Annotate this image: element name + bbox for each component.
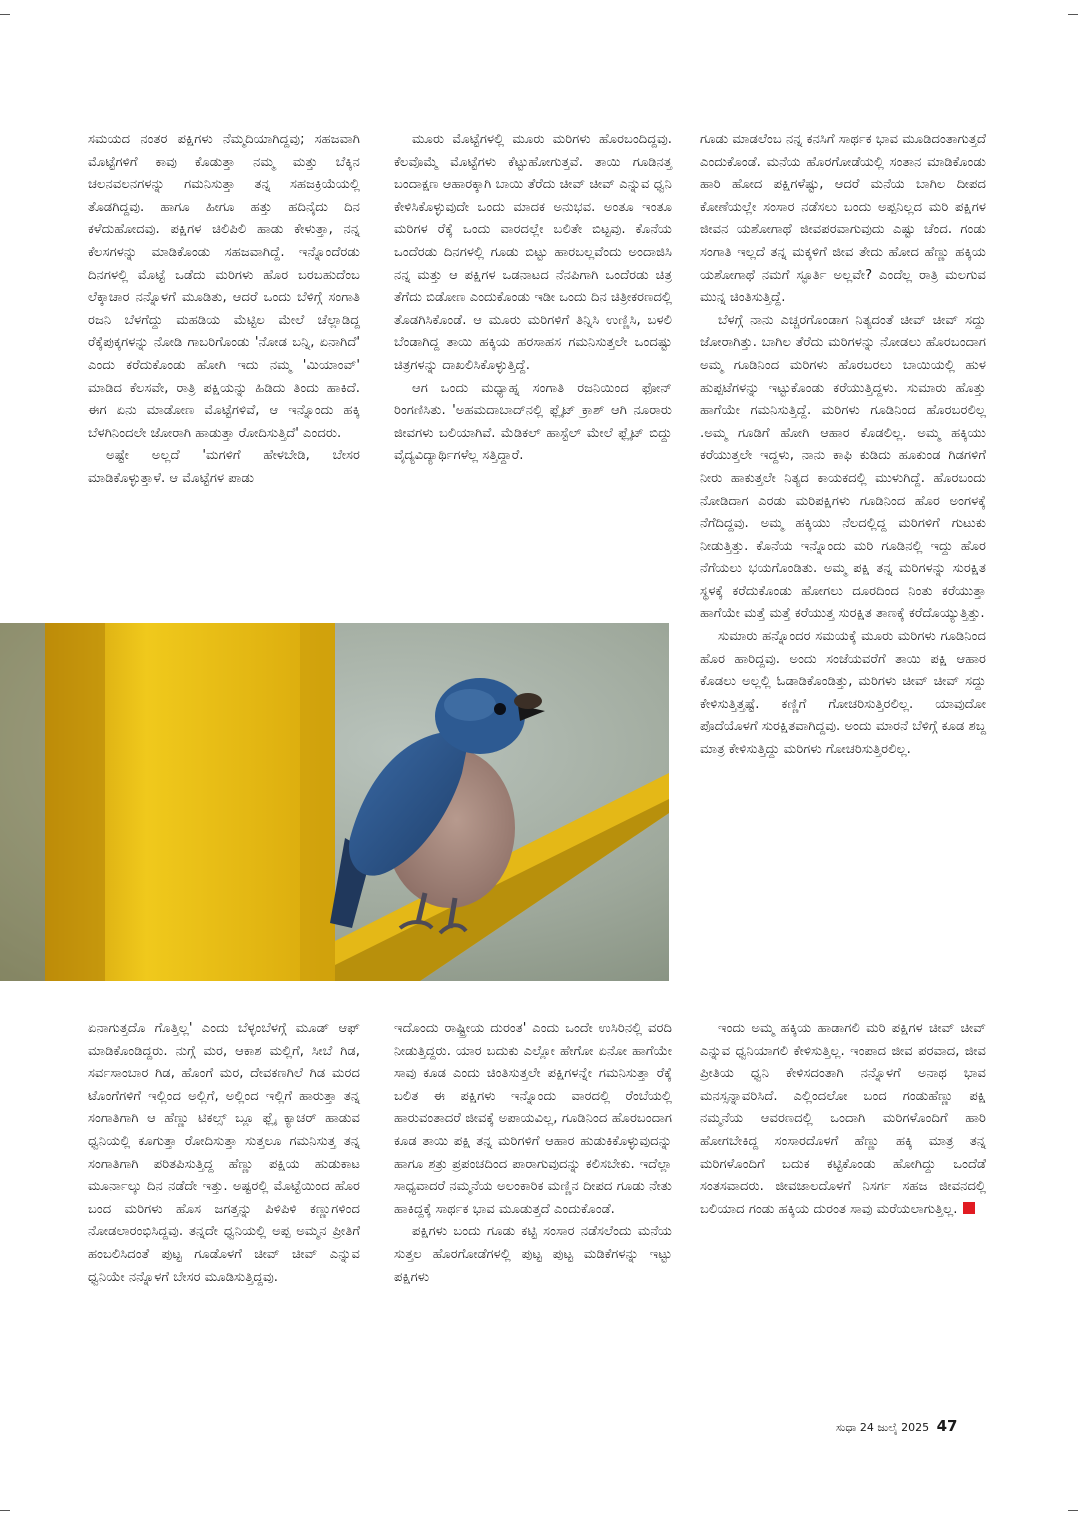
paragraph — [700, 1018, 986, 1221]
crop-mark — [0, 1510, 10, 1511]
paragraph: ಆಗ ಒಂದು ಮಧ್ಯಾಹ್ನ ಸಂಗಾತಿ ರಜನಿಯಿಂದ ಫೋನ್ ರಿಂಗಣಿಸಿತು. 'ಅಹಮದಾಬಾದ್‌ನಲ್ಲಿ ಫ್ಲೈಟ್ ಕ್ರಾಶ್ ಆಗಿ ನೂರಾರು ಜೀವಗಳು ಬಲಿಯಾಗಿವೆ. ಮೆಡಿಕಲ್ ಹಾಸ್ಟೆಲ್ ಮೇಲೆ ಫ್ಲೈಟ್ ಬಿದ್ದು ವೈದ್ಯವಿದ್ಯಾರ್ಥಿಗಳೆಲ್ಲ ಸತ್ತಿದ್ದಾರೆ. — [394, 380, 672, 464]
crop-mark — [0, 14, 10, 15]
closing-text: ಇಂದು ಅಮ್ಮ ಹಕ್ಕಿಯ ಹಾಡಾಗಲಿ ಮರಿ ಪಕ್ಷಿಗಳ ಚೀವ್ ಚೀವ್ ಎನ್ನುವ ಧ್ವನಿಯಾಗಲಿ ಕೇಳಿಸುತ್ತಿಲ್ಲ. ಇಂಪಾದ ಜೀವ ಪರವಾದ, ಜೀವ ಪ್ರೀತಿಯ ಧ್ವನಿ ಕೇಳಿಸದಂತಾಗಿ ನನ್ನೊಳಗೆ ಅನಾಥ ಭಾವ ಮನಸ್ಸನ್ನಾವರಿಸಿದೆ. ಎಲ್ಲಿಂದಲೋ ಬಂದ ಗಂಡುಹೆಣ್ಣು ಪಕ್ಷಿ ನಮ್ಮನೆಯ ಆವರಣದಲ್ಲಿ ಒಂದಾಗಿ ಮರಿಗಳೊಂದಿಗೆ ಹಾರಿ ಹೋಗಬೇಕಿದ್ದ ಸಂಸಾರದೊಳಗೆ ಹೆಣ್ಣು ಹಕ್ಕಿ ಮಾತ್ರ ತನ್ನ ಮರಿಗಳೊಂದಿಗೆ ಬದುಕ ಕಟ್ಟಿಕೊಂಡು ಹೋಗಿದ್ದು ಒಂದೆಡೆ ಸಂತಸವಾದರು. ಜೀವಜಾಲದೊಳಗೆ ನಿಸರ್ಗ ಸಹಜ ಜೀವನದಲ್ಲಿ ಬಲಿಯಾದ ಗಂಡು ಹಕ್ಕಿಯ ದುರಂತ ಸಾವು ಮರೆಯಲಾಗುತ್ತಿಲ್ಲ. — [700, 1021, 986, 1217]
article-column-3-bottom — [700, 1018, 986, 1221]
article-column-3-top — [700, 129, 986, 762]
article-column-2-top — [394, 129, 672, 468]
article-column-1-top — [88, 129, 360, 491]
magazine-name: ಸುಧಾ — [836, 1421, 857, 1434]
page-number: 47 — [936, 1417, 958, 1435]
crop-mark — [1068, 1510, 1078, 1511]
end-of-article-icon — [963, 1202, 975, 1214]
bird-eye — [494, 703, 506, 715]
paragraph: ಸಮಯದ ನಂತರ ಪಕ್ಷಿಗಳು ನೆಮ್ಮದಿಯಾಗಿದ್ದವು; ಸಹಜವಾಗಿ ಮೊಟ್ಟೆಗಳಿಗೆ ಕಾವು ಕೊಡುತ್ತಾ ನಮ್ಮ ಮತ್ತು ಬೆಕ್ಕಿನ ಚಲನವಲನಗಳನ್ನು ಗಮನಿಸುತ್ತಾ ತನ್ನ ಸಹಜಕ್ರಿಯೆಯಲ್ಲಿ ತೊಡಗಿದ್ದವು. ಹಾಗೂ ಹೀಗೂ ಹತ್ತು ಹದಿನೈದು ದಿನ ಕಳೆದುಹೋದವು. ಪಕ್ಷಿಗಳ ಚಿಲಿಪಿಲಿ ಹಾಡು ಕೇಳುತ್ತಾ, ನನ್ನ ಕೆಲಸಗಳನ್ನು ಮಾಡಿಕೊಂಡು ಸಹಜವಾಗಿದ್ದೆ. ಇನ್ನೊಂದೆರಡು ದಿನಗಳಲ್ಲಿ ಮೊಟ್ಟೆ ಒಡೆದು ಮರಿಗಳು ಹೊರ ಬರಬಹುದೆಂಬ ಲೆಕ್ಕಾಚಾರ ನನ್ನೊಳಗೆ ಮೂಡಿತು, ಆದರೆ ಒಂದು ಬೆಳಿಗ್ಗೆ ಸಂಗಾತಿ ರಜನಿ ಬೆಳಗೆದ್ದು ಮಹಡಿಯ ಮೆಟ್ಟಿಲ ಮೇಲೆ ಚೆಲ್ಲಾಡಿದ್ದ ರೆಕ್ಕೆಪುಕ್ಕಗಳನ್ನು ನೋಡಿ ಗಾಬರಿಗೊಂಡು 'ನೋಡ ಬನ್ನಿ, ಏನಾಗಿದೆ' ಎಂದು ಕರೆದುಕೊಂಡು ಹೋಗಿ ಇದು ನಮ್ಮ 'ಮಿಯಾಂವ್' ಮಾಡಿದ ಕೆಲಸವೇ, ರಾತ್ರಿ ಪಕ್ಷಿಯನ್ನು ಹಿಡಿದು ತಿಂದು ಹಾಕಿದೆ. ಈಗ ಏನು ಮಾಡೋಣ ಮೊಟ್ಟೆಗಳಿವೆ, ಆ ಇನ್ನೊಂದು ಹಕ್ಕಿ ಬೆಳಗಿನಿಂದಲೇ ಜೋರಾಗಿ ಹಾಡುತ್ತಾ ರೋದಿಸುತ್ತಿದೆ' ಎಂದರು. — [88, 132, 360, 441]
issue-date: 24 ಜುಲೈ 2025 — [859, 1421, 930, 1434]
paragraph: ಏನಾಗುತ್ತದೊ ಗೊತ್ತಿಲ್ಲ' ಎಂದು ಬೆಳ್ಳಂಬೆಳಗ್ಗೆ ಮೂಡ್ ಆಫ್ ಮಾಡಿಕೊಂಡಿದ್ದರು. ನುಗ್ಗೆ ಮರ, ಆಕಾಶ ಮಲ್ಲಿಗೆ, ಸೀಬೆ ಗಿಡ, ಸರ್ವಸಾಂಬಾರ ಗಿಡ, ಹೊಂಗೆ ಮರ, ದೇವಕಣಗಿಲೆ ಗಿಡ ಮರದ ಟೊಂಗೆಗಳಿಗೆ ಇಲ್ಲಿಂದ ಅಲ್ಲಿಗೆ, ಅಲ್ಲಿಂದ ಇಲ್ಲಿಗೆ ಹಾರುತ್ತಾ ತನ್ನ ಸಂಗಾತಿಗಾಗಿ ಆ ಹೆಣ್ಣು ಟಿಕಲ್ಸ್ ಬ್ಲೂ ಫ್ಲೈ ಕ್ಯಾಚರ್ ಹಾಡುವ ಧ್ವನಿಯಲ್ಲಿ ಕೂಗುತ್ತಾ ರೋದಿಸುತ್ತಾ ಸುತ್ತಲೂ ಗಮನಿಸುತ್ತ ತನ್ನ ಸಂಗಾತಿಗಾಗಿ ಪರಿತಪಿಸುತ್ತಿದ್ದ ಹೆಣ್ಣು ಪಕ್ಷಿಯ ಹುಡುಕಾಟ ಮೂರ್ನಾಲ್ಕು ದಿನ ನಡೆದೇ ಇತ್ತು. ಅಷ್ಟರಲ್ಲಿ ಮೊಟ್ಟೆಯಿಂದ ಹೊರ ಬಂದ ಮರಿಗಳು ಹೊಸ ಜಗತ್ತನ್ನು ಪಿಳಿಪಿಳಿ ಕಣ್ಣುಗಳಿಂದ ನೋಡಲಾರಂಭಿಸಿದ್ದವು. ತನ್ನದೇ ಧ್ವನಿಯಲ್ಲಿ ಅಪ್ಪ ಅಮ್ಮನ ಪ್ರೀತಿಗೆ ಹಂಬಲಿಸಿದಂತೆ ಪುಟ್ಟ ಗೂಡೊಳಗೆ ಚೀವ್ ಚೀವ್ ಎನ್ನುವ ಧ್ವನಿಯೇ ನನ್ನೊಳಗೆ ಬೇಸರ ಮೂಡಿಸುತ್ತಿದ್ದವು. — [88, 1021, 360, 1285]
paragraph: ಸುಮಾರು ಹನ್ನೊಂದರ ಸಮಯಕ್ಕೆ ಮೂರು ಮರಿಗಳು ಗೂಡಿನಿಂದ ಹೊರ ಹಾರಿದ್ದವು. ಅಂದು ಸಂಜೆಯವರೆಗೆ ತಾಯಿ ಪಕ್ಷಿ ಆಹಾರ ಕೊಡಲು ಅಲ್ಲಲ್ಲಿ ಓಡಾಡಿಕೊಂಡಿತ್ತು, ಮರಿಗಳು ಚೀವ್ ಚೀವ್ ಸದ್ದು ಕೇಳಿಸುತ್ತಿತ್ತಷ್ಟೆ. ಕಣ್ಣಿಗೆ ಗೋಚರಿಸುತ್ತಿರಲಿಲ್ಲ. ಯಾವುದೋ ಪೊದೆಯೊಳಗೆ ಸುರಕ್ಷಿತವಾಗಿದ್ದವು. ಅಂದು ಮಾರನೆ ಬೆಳಿಗ್ಗೆ ಕೂಡ ಶಬ್ದ ಮಾತ್ರ ಕೇಳಿಸುತ್ತಿದ್ದು ಮರಿಗಳು ಗೋಚರಿಸುತ್ತಿರಲಿಲ್ಲ. — [700, 629, 986, 758]
page-footer — [836, 1417, 958, 1435]
article-column-2-bottom — [394, 1018, 672, 1289]
paragraph: ಬೆಳಗ್ಗೆ ನಾನು ಎಚ್ಚರಗೊಂಡಾಗ ನಿತ್ಯದಂತೆ ಚೀವ್ ಚೀವ್ ಸದ್ದು ಜೋರಾಗಿತ್ತು. ಬಾಗಿಲ ತೆರೆದು ಮರಿಗಳನ್ನು ನೋಡಲು ಹೊರಬಂದಾಗ ಅಮ್ಮ ಗೂಡಿನಿಂದ ಮರಿಗಳು ಹೊರಬರಲು ಬಾಯಿಯಲ್ಲಿ ಹುಳ ಹುಪ್ಪಟೆಗಳನ್ನು ಇಟ್ಟುಕೊಂಡು ಕರೆಯುತ್ತಿದ್ದಳು. ಸುಮಾರು ಹೊತ್ತು ಹಾಗೆಯೇ ಗಮನಿಸುತ್ತಿದ್ದೆ. ಮರಿಗಳು ಗೂಡಿನಿಂದ ಹೊರಬರಲಿಲ್ಲ .ಅಮ್ಮ ಗೂಡಿಗೆ ಹೋಗಿ ಆಹಾರ ಕೊಡಲಿಲ್ಲ. ಅಮ್ಮ ಹಕ್ಕಿಯು ಕರೆಯುತ್ತಲೇ ಇದ್ದಳು, ನಾನು ಕಾಫಿ ಕುಡಿದು ಹೂಕುಂಡ ಗಿಡಗಳಿಗೆ ನೀರು ಹಾಕುತ್ತಲೇ ನಿತ್ಯದ ಕಾಯಕದಲ್ಲಿ ಮುಳುಗಿದ್ದೆ. ಹೊರಬಂದು ನೋಡಿದಾಗ ಎರಡು ಮರಿಪಕ್ಷಿಗಳು ಗೂಡಿನಿಂದ ಹೊರ ಅಂಗಳಕ್ಕೆ ನೆಗೆದಿದ್ದವು. ಅಮ್ಮ ಹಕ್ಕಿಯು ನೆಲದಲ್ಲಿದ್ದ ಮರಿಗಳಿಗೆ ಗುಟುಕು ನೀಡುತ್ತಿತ್ತು. ಕೊನೆಯ ಇನ್ನೊಂದು ಮರಿ ಗೂಡಿನಲ್ಲಿ ಇದ್ದು ಹೊರ ನೆಗೆಯಲು ಭಯಗೊಂಡಿತು. ಅಮ್ಮ ಪಕ್ಷಿ ತನ್ನ ಮರಿಗಳನ್ನು ಸುರಕ್ಷಿತ ಸ್ಥಳಕ್ಕೆ ಕರೆದುಕೊಂಡು ಹೋಗಲು ದೂರದಿಂದ ನಿಂತು ಕರೆಯುತ್ತಾ ಹಾಗೆಯೇ ಮತ್ತೆ ಮತ್ತೆ ಕರೆಯುತ್ತ ಸುರಕ್ಷಿತ ತಾಣಕ್ಕೆ ಕರೆದೊಯ್ಯುತ್ತಿತ್ತು. — [700, 312, 986, 622]
paragraph: ಗೂಡು ಮಾಡಲೆಂಬ ನನ್ನ ಕನಸಿಗೆ ಸಾರ್ಥಕ ಭಾವ ಮೂಡಿದಂತಾಗುತ್ತದೆ ಎಂದುಕೊಂಡೆ. ಮನೆಯ ಹೊರಗೋಡೆಯಲ್ಲಿ ಸಂತಾನ ಮಾಡಿಕೊಂಡು ಹಾರಿ ಹೋದ ಪಕ್ಷಿಗಳೆಷ್ಟು, ಆದರೆ ಮನೆಯ ಬಾಗಿಲ ದೀಪದ ಕೋಣೆಯಲ್ಲೇ ಸಂಸಾರ ನಡೆಸಲು ಬಂದು ಅಪ್ಪನಿಲ್ಲದ ಮರಿ ಪಕ್ಷಿಗಳ ಜೀವನ ಯಶೋಗಾಥೆ ಜೀವಪರವಾಗುವುದು ಎಷ್ಟು ಚೆಂದ. ಗಂಡು ಸಂಗಾತಿ ಇಲ್ಲದೆ ತನ್ನ ಮಕ್ಕಳಿಗೆ ಜೀವ ತೇದು ಹೋದ ಹೆಣ್ಣು ಹಕ್ಕಿಯ ಯಶೋಗಾಥೆ ನಮಗೆ ಸ್ಫೂರ್ತಿ ಅಲ್ಲವೇ? ಎಂದೆಲ್ಲ ರಾತ್ರಿ ಮಲಗುವ ಮುನ್ನ ಚಿಂತಿಸುತ್ತಿದ್ದೆ. — [700, 132, 986, 306]
bird-photo — [0, 623, 669, 981]
paragraph: ಪಕ್ಷಿಗಳು ಬಂದು ಗೂಡು ಕಟ್ಟಿ ಸಂಸಾರ ನಡೆಸಲೆಂದು ಮನೆಯ ಸುತ್ತಲ ಹೊರಗೋಡೆಗಳಲ್ಲಿ ಪುಟ್ಟ ಪುಟ್ಟ ಮಡಿಕೆಗಳನ್ನು ಇಟ್ಟು ಪಕ್ಷಿಗಳು — [394, 1224, 672, 1285]
yellow-post-shadow — [45, 623, 105, 981]
bird-head-highlight — [444, 689, 496, 721]
bird-prey — [514, 693, 542, 709]
article-column-1-bottom — [88, 1018, 360, 1289]
crop-mark — [1068, 14, 1078, 15]
paragraph: ಅಷ್ಟೇ ಅಲ್ಲದೆ 'ಮಗಳಿಗೆ ಹೇಳಬೇಡಿ, ಬೇಸರ ಮಾಡಿಕೊಳ್ಳುತ್ತಾಳೆ. ಆ ಮೊಟ್ಟೆಗಳ ಪಾಡು — [88, 448, 360, 486]
yellow-post-edge — [300, 623, 335, 981]
paragraph: ಇದೊಂದು ರಾಷ್ಟ್ರೀಯ ದುರಂತ' ಎಂದು ಒಂದೇ ಉಸಿರಿನಲ್ಲಿ ವರದಿ ನೀಡುತ್ತಿದ್ದರು. ಯಾರ ಬದುಕು ಎಲ್ಲೋ ಹೇಗೋ ಏನೋ ಹಾಗೆಯೇ ಸಾವು ಕೂಡ ಎಂದು ಚಿಂತಿಸುತ್ತಲೇ ಪಕ್ಷಿಗಳನ್ನೇ ಗಮನಿಸುತ್ತಾ ರೆಕ್ಕೆ ಬಲಿತ ಈ ಪಕ್ಷಿಗಳು ಇನ್ನೊಂದು ವಾರದಲ್ಲಿ ರೆಂಬೆಯಲ್ಲಿ ಹಾರುವಂತಾದರೆ ಜೀವಕ್ಕೆ ಅಪಾಯವಿಲ್ಲ, ಗೂಡಿನಿಂದ ಹೊರಬಂದಾಗ ಕೂಡ ತಾಯಿ ಪಕ್ಷಿ ತನ್ನ ಮರಿಗಳಿಗೆ ಆಹಾರ ಹುಡುಕಿಕೊಳ್ಳುವುದನ್ನು ಹಾಗೂ ಶತ್ರು ಪ್ರಪಂಚದಿಂದ ಪಾರಾಗುವುದನ್ನು ಕಲಿಸಬೇಕು. ಇದೆಲ್ಲಾ ಸಾಧ್ಯವಾದರೆ ನಮ್ಮನೆಯ ಅಲಂಕಾರಿಕ ಮಣ್ಣಿನ ದೀಪದ ಗೂಡು ನೇತು ಹಾಕಿದ್ದಕ್ಕೆ ಸಾರ್ಥಕ ಭಾವ ಮೂಡುತ್ತದೆ ಎಂದುಕೊಂಡೆ. — [394, 1021, 672, 1217]
paragraph: ಮೂರು ಮೊಟ್ಟೆಗಳಲ್ಲಿ ಮೂರು ಮರಿಗಳು ಹೊರಬಂದಿದ್ದವು. ಕೆಲವೊಮ್ಮೆ ಮೊಟ್ಟೆಗಳು ಕೆಟ್ಟುಹೋಗುತ್ತವೆ. ತಾಯಿ ಗೂಡಿನತ್ತ ಬಂದಾಕ್ಷಣ ಆಹಾರಕ್ಕಾಗಿ ಬಾಯಿ ತೆರೆದು ಚೀವ್ ಚೀವ್ ಎನ್ನುವ ಧ್ವನಿ ಕೇಳಿಸಿಕೊಳ್ಳುವುದೇ ಒಂದು ಮಾದಕ ಅನುಭವ. ಅಂತೂ ಇಂತೂ ಮರಿಗಳ ರೆಕ್ಕೆ ಒಂದು ವಾರದಲ್ಲೇ ಬಲಿತೇ ಬಿಟ್ಟವು. ಕೊನೆಯ ಒಂದೆರಡು ದಿನಗಳಲ್ಲಿ ಗೂಡು ಬಿಟ್ಟು ಹಾರಬಲ್ಲವೆಂದು ಅಂದಾಜಿಸಿ ನನ್ನ ಮತ್ತು ಆ ಪಕ್ಷಿಗಳ ಒಡನಾಟದ ನೆನಪಿಗಾಗಿ ಒಂದೆರಡು ಚಿತ್ರ ತೆಗೆದು ಬಿಡೋಣ ಎಂದುಕೊಂಡು ಇಡೀ ಒಂದು ದಿನ ಚಿತ್ರೀಕರಣದಲ್ಲಿ ತೊಡಗಿಸಿಕೊಂಡೆ. ಆ ಮೂರು ಮರಿಗಳಿಗೆ ತಿನ್ನಿಸಿ ಉಣ್ಣಿಸಿ, ಬಳಲಿ ಬೆಂಡಾಗಿದ್ದ ತಾಯಿ ಹಕ್ಕಿಯ ಹರಸಾಹಸ ಗಮನಿಸುತ್ತಲೇ ಒಂದಷ್ಟು ಚಿತ್ರಗಳನ್ನು ದಾಖಲಿಸಿಕೊಳ್ಳುತ್ತಿದ್ದೆ. — [394, 132, 672, 373]
